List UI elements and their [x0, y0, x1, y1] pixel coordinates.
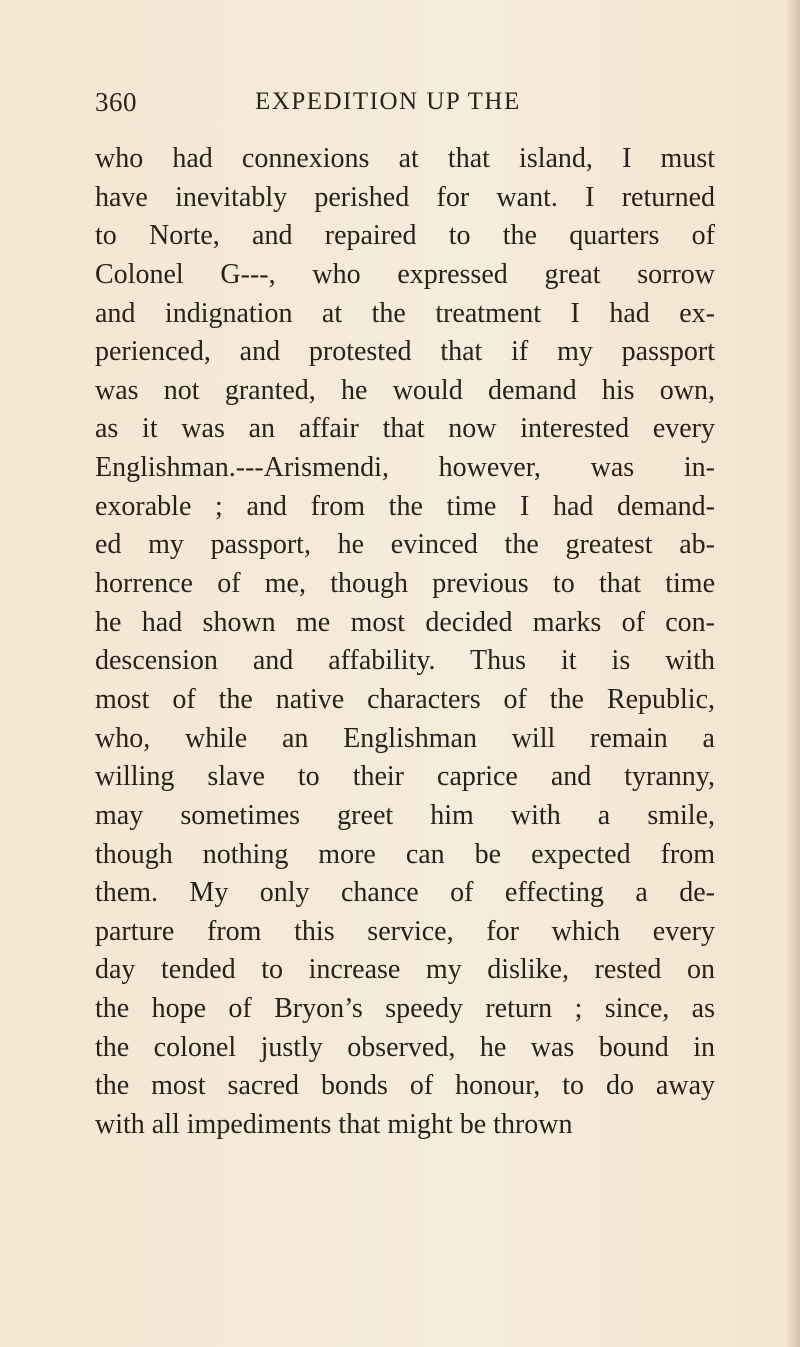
running-head: EXPEDITION UP THE: [255, 88, 521, 115]
text-line: though nothing more can be expected from: [95, 838, 715, 870]
body-text: [95, 140, 715, 1145]
text-line: the hope of Bryon’s speedy return ; since, as: [95, 993, 715, 1025]
text-line: may sometimes greet him with a smile,: [95, 799, 715, 831]
text-line: ed my passport, he evinced the greatest ab-: [95, 529, 715, 561]
page-number: 360: [95, 87, 137, 117]
text-line: as it was an affair that now interested every: [95, 413, 715, 445]
text-line: the most sacred bonds of honour, to do away: [95, 1070, 715, 1102]
text-line: them. My only chance of effecting a de-: [95, 877, 715, 909]
page-header: [95, 86, 715, 126]
text-line: and indignation at the treatment I had ex-: [95, 297, 715, 329]
text-line: he had shown me most decided marks of con-: [95, 606, 715, 638]
text-line: with all impediments that might be thrown: [95, 1109, 573, 1141]
text-line: the colonel justly observed, he was bound in: [95, 1031, 715, 1063]
text-line: parture from this service, for which every: [95, 915, 715, 947]
text-line: horrence of me, though previous to that time: [95, 568, 715, 600]
text-line: who, while an Englishman will remain a: [95, 722, 715, 754]
text-line: day tended to increase my dislike, rested on: [95, 954, 715, 986]
text-line: most of the native characters of the Republic,: [95, 683, 715, 715]
text-line: have inevitably perished for want. I returned: [95, 181, 715, 213]
text-line: who had connexions at that island, I must: [95, 143, 715, 174]
text-line: Colonel G---, who expressed great sorrow: [95, 258, 715, 290]
text-line: to Norte, and repaired to the quarters of: [95, 220, 715, 252]
text-line: exorable ; and from the time I had demand-: [95, 490, 715, 522]
page-edge-shadow: [786, 0, 800, 1347]
text-line: descension and affability. Thus it is with: [95, 645, 715, 677]
text-line: willing slave to their caprice and tyranny,: [95, 761, 715, 793]
text-line: was not granted, he would demand his own,: [95, 374, 715, 406]
text-line: Englishman.---Arismendi, however, was in-: [95, 452, 715, 484]
text-line: perienced, and protested that if my passport: [95, 336, 715, 368]
